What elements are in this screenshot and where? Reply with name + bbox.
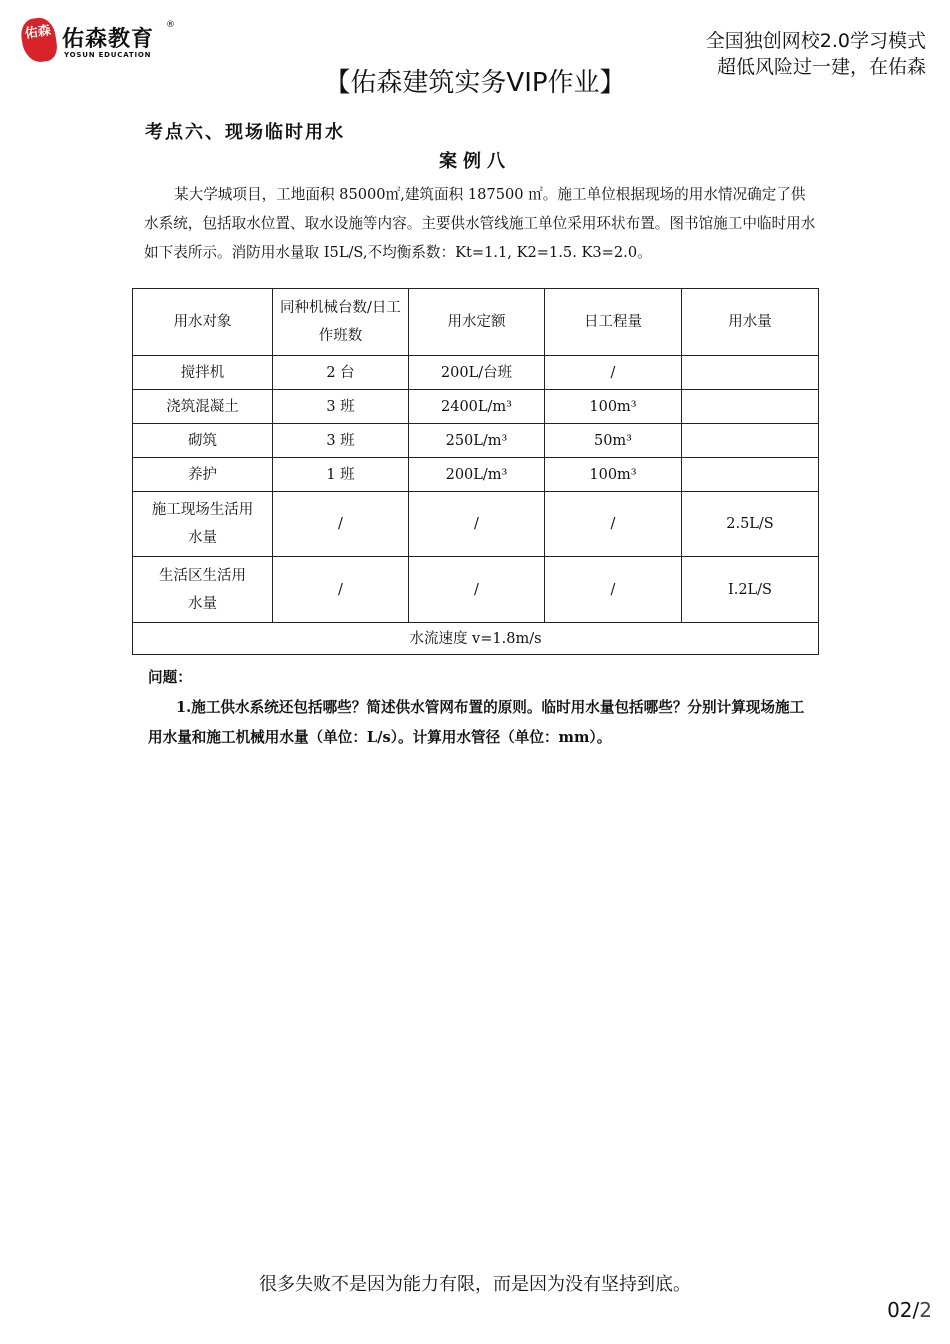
table-cell: 100m³ <box>545 390 682 424</box>
document-title: 【佑森建筑实务VIP作业】 <box>324 68 626 98</box>
table-cell: 200L/m³ <box>409 458 545 492</box>
question-1: 1.施工供水系统还包括哪些？简述供水管网布置的原则。临时用水量包括哪些？分别计算现场施工用水量和施工机械用水量（单位：L/s）。计算用水管径（单位：mm）。 <box>148 699 805 746</box>
table-header-cell: 用水对象 <box>133 289 273 356</box>
registered-mark: ® <box>166 20 175 30</box>
case-title: 案例八 <box>439 151 511 172</box>
table-cell: I.2L/S <box>682 557 819 623</box>
table-cell: 砌筑 <box>133 424 273 458</box>
page-number <box>887 1298 932 1322</box>
table-cell: 3 班 <box>273 390 409 424</box>
slogan-line-1: 全国独创网校2.0学习模式 <box>705 30 926 52</box>
logo-english-name: YOSUN EDUCATION <box>64 51 152 59</box>
table-cell: / <box>273 557 409 623</box>
table-cell: 2400L/m³ <box>409 390 545 424</box>
page-current: 02/ <box>887 1298 920 1322</box>
table-cell: 1 班 <box>273 458 409 492</box>
table-cell: / <box>545 356 682 390</box>
logo-seal-icon: 佑森 <box>19 16 59 64</box>
table-header-cell: 用水定额 <box>409 289 545 356</box>
table-cell: 2.5L/S <box>682 492 819 557</box>
flow-velocity-cell: 水流速度 v=1.8m/s <box>133 623 819 655</box>
table-cell: 搅拌机 <box>133 356 273 390</box>
table-row <box>133 390 819 424</box>
table-header-cell: 日工程量 <box>545 289 682 356</box>
table-cell <box>682 424 819 458</box>
table-row <box>133 557 819 623</box>
table-cell: 200L/台班 <box>409 356 545 390</box>
table-cell: / <box>409 557 545 623</box>
brand-logo <box>22 18 175 66</box>
table-footer-row <box>133 623 819 655</box>
section-title: 考点六、现场临时用水 <box>145 122 345 143</box>
table-cell <box>682 356 819 390</box>
table-row <box>133 356 819 390</box>
page-total: 2 <box>919 1298 932 1322</box>
table-cell: 生活区生活用水量 <box>133 557 273 623</box>
questions-label: 问题： <box>148 669 192 686</box>
table-cell: / <box>273 492 409 557</box>
table-header-cell: 同种机械台数/日工作班数 <box>273 289 409 356</box>
table-cell: 养护 <box>133 458 273 492</box>
slogan-line-2: 超低风险过一建，在佑森 <box>716 56 926 78</box>
table-cell <box>682 390 819 424</box>
table-row <box>133 424 819 458</box>
table-row <box>133 458 819 492</box>
case-description: 某大学城项目，工地面积 85000㎡,建筑面积 187500 ㎡。施工单位根据现场的用水情况确定了供水系统，包括取水位置、取水设施等内容。主要供水管线施工单位采用环状布置。图书馆施工中临时用水如下表所示。消防用水量取 I5L/S,不均衡系数：Kt=1.1, K2=1.5. K3=2.0。 <box>144 186 816 261</box>
table-cell: 50m³ <box>545 424 682 458</box>
table-cell: / <box>545 492 682 557</box>
table-cell: 施工现场生活用水量 <box>133 492 273 557</box>
table-cell: 3 班 <box>273 424 409 458</box>
table-header-cell: 用水量 <box>682 289 819 356</box>
table-row <box>133 492 819 557</box>
table-cell: 浇筑混凝土 <box>133 390 273 424</box>
questions-block <box>148 663 816 753</box>
table-header-row <box>133 289 819 356</box>
table-cell: 250L/m³ <box>409 424 545 458</box>
table-cell: 100m³ <box>545 458 682 492</box>
water-usage-table <box>132 288 819 655</box>
table-cell: / <box>409 492 545 557</box>
footer-motto: 很多失败不是因为能力有限，而是因为没有坚持到底。 <box>259 1274 691 1295</box>
table-cell: / <box>545 557 682 623</box>
table-cell: 2 台 <box>273 356 409 390</box>
table-cell <box>682 458 819 492</box>
logo-name: 佑森教育 <box>62 27 155 52</box>
